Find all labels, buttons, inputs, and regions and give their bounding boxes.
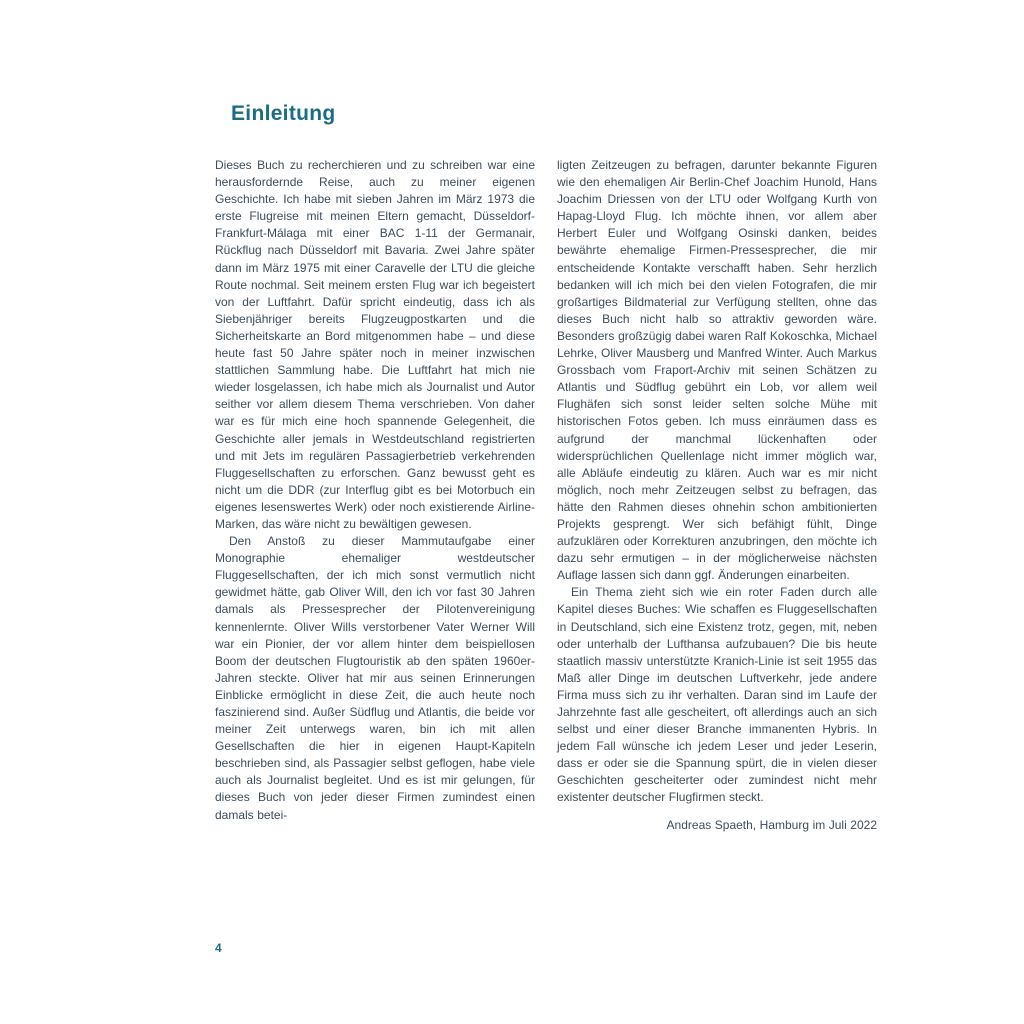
chapter-heading: Einleitung — [231, 102, 336, 125]
paragraph-4: Ein Thema zieht sich wie ein roter Faden durch alle Kapitel dieses Buches: Wie schaffen es Fluggesellschaften in Deutschland, sich eine Existenz trotz, gegen, mit, neben oder unterhalb der Lufthansa aufzubauen? Die bis heute staatlich massiv unterstützte Kranich-Linie ist seit 1955 das Maß aller Dinge im deutschen Luftverkehr, jede andere Firma muss sich zu ihr verhalten. Daran sind im Laufe der Jahrzehnte fast alle gescheitert, oft allerdings auch an sich selbst und einer dieser Branche immanenten Hybris. In jedem Fall wünsche ich jedem Leser und jeder Leserin, dass er oder sie die Spannung spürt, die in vielen dieser Geschichten gescheiterter oder zumindest nicht mehr existenter deutscher Flugfirmen steckt. — [557, 585, 877, 805]
right-column — [557, 157, 877, 834]
left-column — [215, 157, 535, 834]
paragraph-1: Dieses Buch zu recherchieren und zu schreiben war eine herausfordernde Reise, auch zu meiner eigenen Geschichte. Ich habe mit sieben Jahren im März 1973 die erste Flugreise mit meinen Eltern gemacht, Düsseldorf-Frankfurt-Málaga mit einer BAC 1-11 der Germanair, Rückflug nach Düsseldorf mit Bavaria. Zwei Jahre später dann im März 1975 mit einer Caravelle der LTU die gleiche Route nochmal. Seit meinem ersten Flug war ich begeistert von der Luftfahrt. Dafür spricht eindeutig, dass ich als Siebenjähriger bereits Flugzeugpostkarten und die Sicherheitskarte an Bord mitgenommen habe – und diese heute fast 50 Jahre später noch in meiner inzwischen stattlichen Sammlung habe. Die Luftfahrt hat mich nie wieder losgelassen, ich habe mich als Journalist und Autor seither vor allem diesem Thema verschrieben. Von daher war es für mich eine hoch spannende Gelegenheit, die Geschichte aller jemals in Westdeutschland registrierten und mit Jets im regulären Passagierbetrieb verkehrenden Fluggesellschaften zu erforschen. Ganz bewusst geht es nicht um die DDR (zur Interflug gibt es bei Motorbuch ein eigenes lesenswertes Werk) oder noch existierende Airline-Marken, das wäre nicht zu bewältigen gewesen. — [215, 158, 535, 531]
page-number: 4 — [215, 941, 222, 955]
paragraph-3: ligten Zeitzeugen zu befragen, darunter bekannte Figuren wie den ehemaligen Air Berlin-Chef Joachim Hunold, Hans Joachim Driessen von der LTU oder Wolfgang Kurth von Hapag-Lloyd Flug. Ich möchte ihnen, vor allem aber Herbert Euler und Wolfgang Osinski danken, beides bewährte ehemalige Firmen-Pressesprecher, die mir entscheidende Kontakte verschafft haben. Sehr herzlich bedanken will ich mich bei den vielen Fotografen, die mir großartiges Bildmaterial zur Verfügung stellten, ohne das dieses Buch nicht halb so attraktiv geworden wäre. Besonders großzügig dabei waren Ralf Kokoschka, Michael Lehrke, Oliver Mausberg und Manfred Winter. Auch Markus Grossbach vom Fraport-Archiv mit seinen Schätzen zu Atlantis und Südflug gebührt ein Lob, vor allem weil Flughäfen sich sonst leider selten solche Mühe mit historischen Fotos geben. Ich muss einräumen dass es aufgrund der manchmal lückenhaften oder widersprüchlichen Quellenlage nicht immer möglich war, alle Abläufe eindeutig zu klären. Auch war es mir nicht möglich, noch mehr Zeitzeugen selbst zu befragen, das hätte den Rahmen dieses ohnehin schon ambitionierten Projekts gesprengt. Wer sich befähigt fühlt, Dinge aufzuklären oder Korrekturen anzubringen, den möchte ich dazu sehr ermutigen – in der möglicherweise nächsten Auflage lassen sich dann ggf. Änderungen einarbeiten. — [557, 158, 877, 583]
text-columns — [215, 157, 877, 834]
author-signature: Andreas Spaeth, Hamburg im Juli 2022 — [666, 817, 877, 832]
paragraph-2: Den Anstoß zu dieser Mammutaufgabe einer Monographie ehemaliger westdeutscher Fluggesellschaften, der ich mich sonst vermutlich nicht gewidmet hätte, gab Oliver Will, den ich vor fast 30 Jahren damals als Pressesprecher der Pilotenvereinigung kennenlernte. Oliver Wills verstorbener Vater Werner Will war ein Pionier, der vor allem hinter dem beispiellosen Boom der deutschen Flugtouristik ab den späten 1960er-Jahren steckte. Oliver hat mir aus seinen Erinnerungen Einblicke ermöglicht in diese Zeit, die auch heute noch faszinierend sind. Außer Südflug und Atlantis, die beide vor meiner Zeit unterwegs waren, bin ich mit allen Gesellschaften die hier in eigenen Haupt-Kapiteln beschrieben sind, als Passagier selbst geflogen, habe viele auch als Journalist begleitet. Und es ist mir gelungen, für dieses Buch von jeder dieser Firmen zumindest einen damals betei- — [215, 534, 535, 822]
